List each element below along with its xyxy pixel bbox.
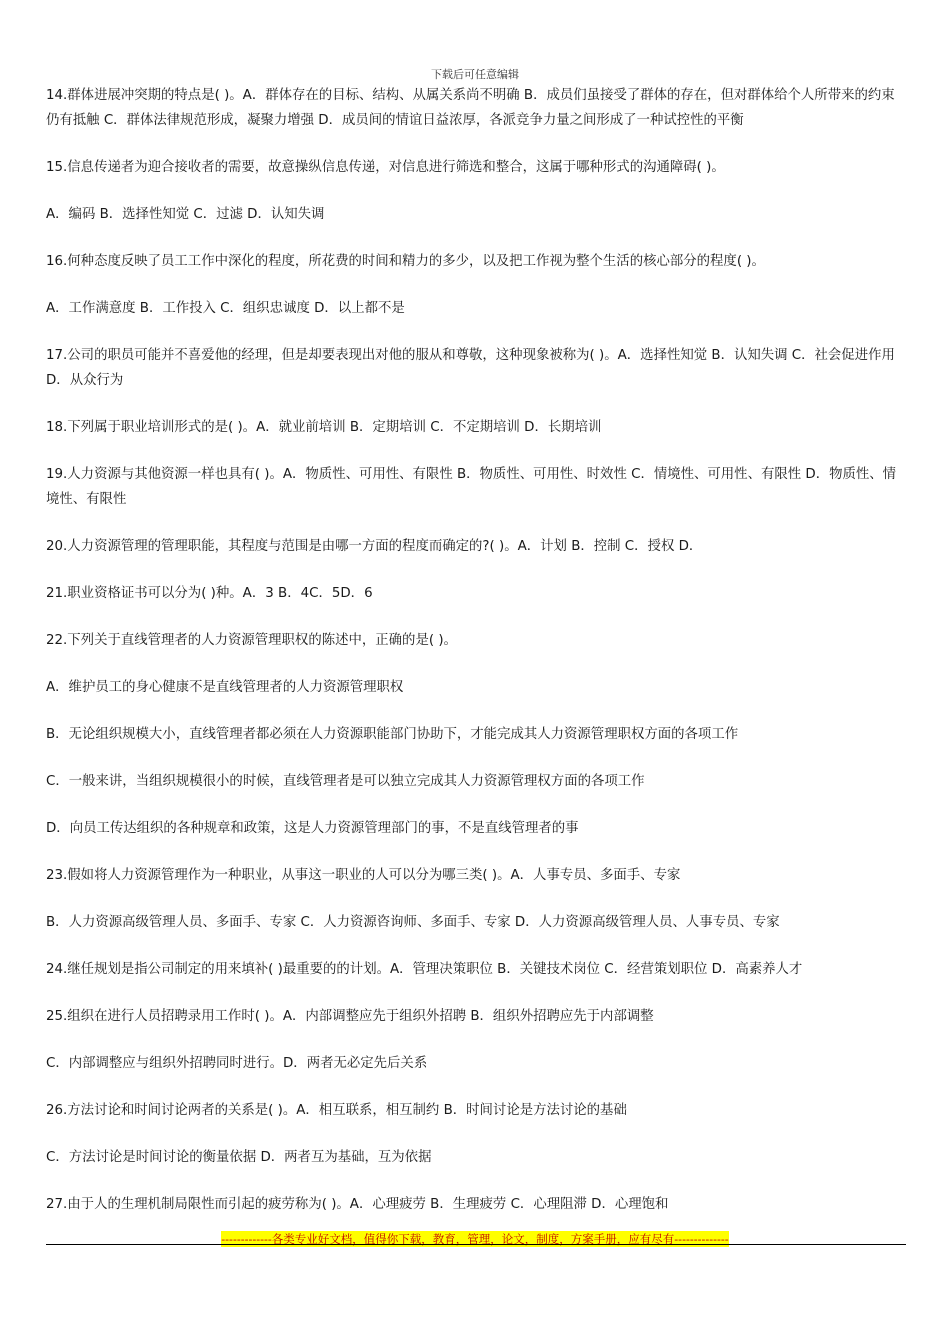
question-15: 15.信息传递者为迎合接收者的需要，故意操纵信息传递，对信息进行筛选和整合，这属于哪种形式的沟通障碍( )。 <box>46 160 725 175</box>
footer-divider <box>46 1244 906 1245</box>
question-16: 16.何种态度反映了员工工作中深化的程度，所花费的时间和精力的多少，以及把工作视为整个生活的核心部分的程度( )。 <box>46 254 765 269</box>
question-18: 18.下列属于职业培训形式的是( )。A．就业前培训 B．定期培训 C．不定期培训 D．长期培训 <box>46 420 602 435</box>
question-23: 23.假如将人力资源管理作为一种职业，从事这一职业的人可以分为哪三类( )。A．人事专员、多面手、专家 <box>46 868 681 883</box>
question-16-options: A．工作满意度 B．工作投入 C．组织忠诚度 D．以上都不是 <box>46 301 405 316</box>
document-body <box>46 83 906 1239</box>
question-24: 24.继任规划是指公司制定的用来填补( )最重要的的计划。A．管理决策职位 B．关键技术岗位 C．经营策划职位 D．高素养人才 <box>46 962 803 977</box>
question-25: 25.组织在进行人员招聘录用工作时( )。A．内部调整应先于组织外招聘 B．组织外招聘应先于内部调整 <box>46 1009 654 1024</box>
question-19: 19.人力资源与其他资源一样也具有( )。A．物质性、可用性、有限性 B．物质性、可用性、时效性 C．情境性、可用性、有限性 D．物质性、情境性、有限性 <box>46 467 897 507</box>
question-20: 20.人力资源管理的管理职能，其程度与范围是由哪一方面的程度而确定的?( )。A．计划 B．控制 C．授权 D． <box>46 539 703 554</box>
question-23-options: B．人力资源高级管理人员、多面手、专家 C．人力资源咨询师、多面手、专家 D．人力资源高级管理人员、人事专员、专家 <box>46 915 780 930</box>
question-21: 21.职业资格证书可以分为( )种。A．3 B．4C．5D．6 <box>46 586 373 601</box>
question-15-options: A．编码 B．选择性知觉 C．过滤 D．认知失调 <box>46 207 325 222</box>
question-22-option-d: D．向员工传达组织的各种规章和政策，这是人力资源管理部门的事，不是直线管理者的事 <box>46 821 579 836</box>
question-26-options: C．方法讨论是时间讨论的衡量依据 D．两者互为基础，互为依据 <box>46 1150 432 1165</box>
question-14: 14.群体进展冲突期的特点是( )。A．群体存在的目标、结构、从属关系尚不明确 B．成员们虽接受了群体的存在，但对群体给个人所带来的约束仍有抵触 C．群体法律规范形成，凝聚力增强 D．成员间的情谊日益浓厚，各派竞争力量之间形成了一种试控性的平衡 <box>46 88 895 128</box>
question-22: 22.下列关于直线管理者的人力资源管理职权的陈述中，正确的是( )。 <box>46 633 457 648</box>
question-22-option-b: B．无论组织规模大小，直线管理者都必须在人力资源职能部门协助下，才能完成其人力资源管理职权方面的各项工作 <box>46 727 739 742</box>
question-17: 17.公司的职员可能并不喜爱他的经理，但是却要表现出对他的服从和尊敬，这种现象被称为( )。A．选择性知觉 B．认知失调 C．社会促进作用 D．从众行为 <box>46 348 895 388</box>
question-22-option-a: A．维护员工的身心健康不是直线管理者的人力资源管理职权 <box>46 680 404 695</box>
question-27: 27.由于人的生理机制局限性而引起的疲劳称为( )。A．心理疲劳 B．生理疲劳 C．心理阻滞 D．心理饱和 <box>46 1197 669 1212</box>
footer-banner-text: -------------各类专业好文档，值得你下载，教育，管理，论文，制度，方案手册，应有尽有-------------- <box>221 1232 729 1246</box>
page-header-note: 下载后可任意编辑 <box>431 68 519 81</box>
question-22-option-c: C．一般来讲，当组织规模很小的时候，直线管理者是可以独立完成其人力资源管理权方面的各项工作 <box>46 774 645 789</box>
question-26: 26.方法讨论和时间讨论两者的关系是( )。A．相互联系，相互制约 B．时间讨论是方法讨论的基础 <box>46 1103 627 1118</box>
question-25-options: C．内部调整应与组织外招聘同时进行。D．两者无必定先后关系 <box>46 1056 428 1071</box>
